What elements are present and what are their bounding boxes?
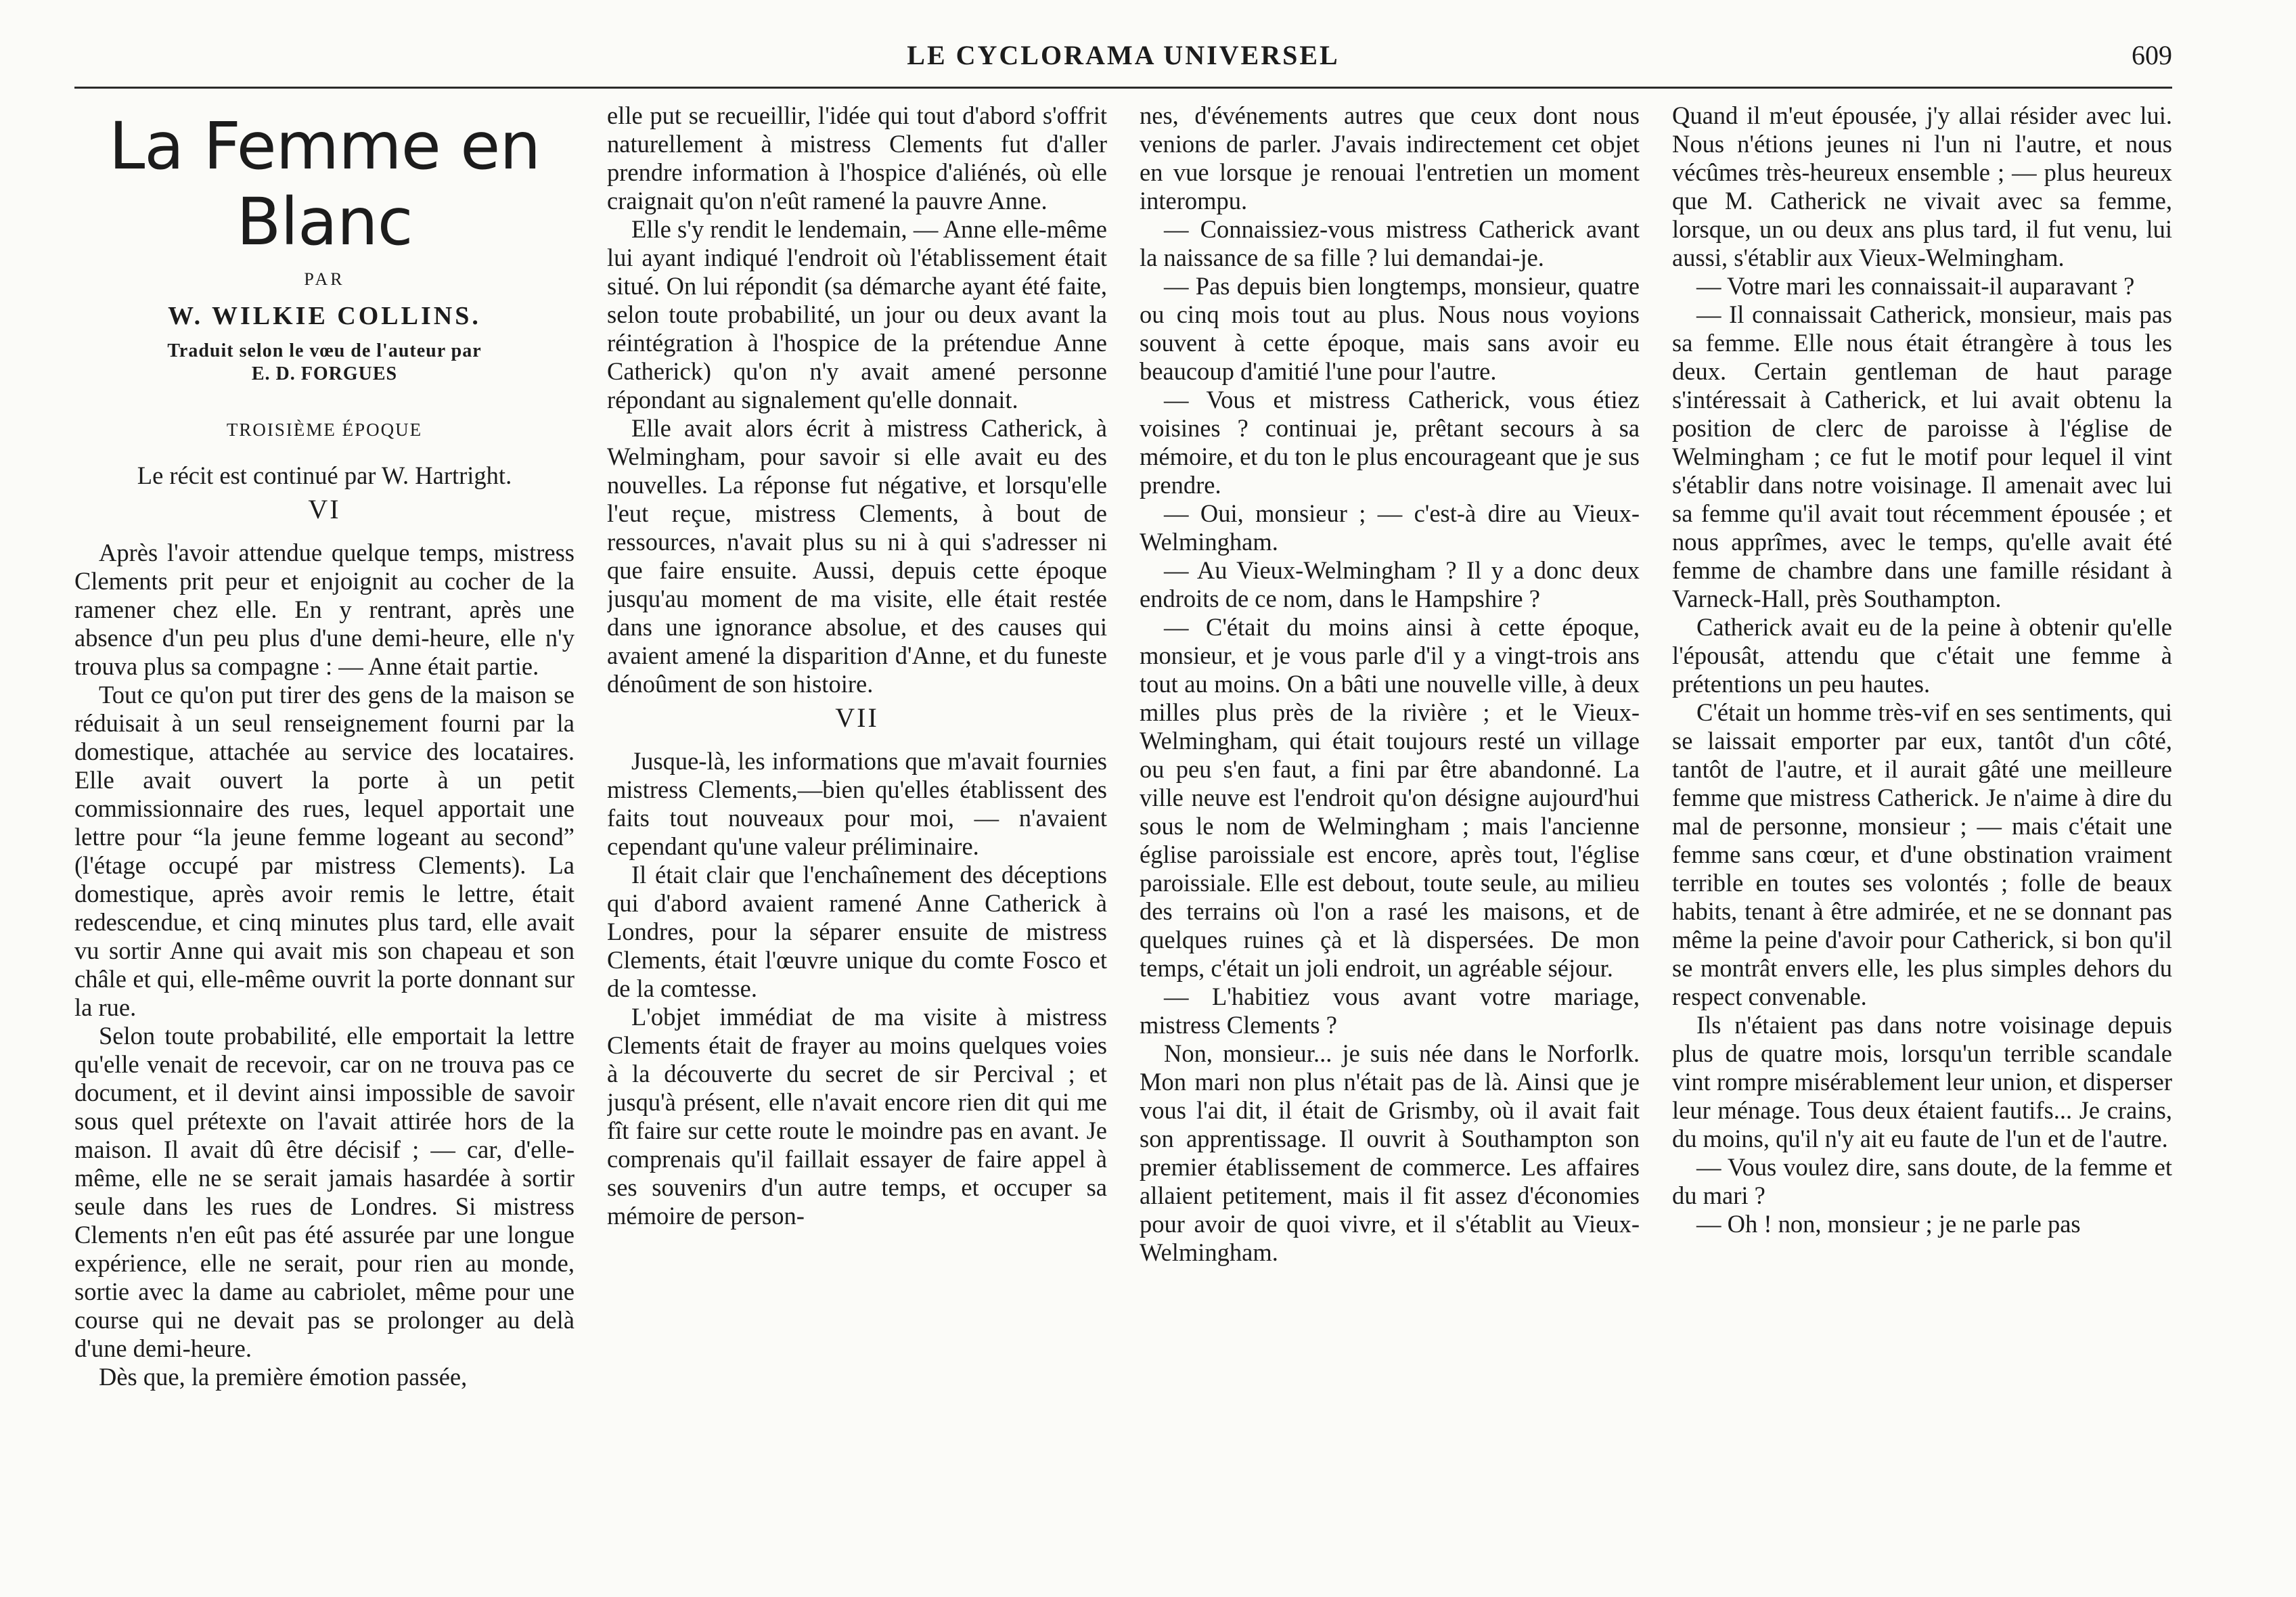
paragraph: L'objet immédiat de ma visite à mistress Clements était de frayer au moins quelques voies à la découverte du secret de sir Percival ; et jusqu'à présent, elle n'avait encore rien dit qui me fît faire sur cette route le moindre pas en avant. Je comprenais qu'il faillait essayer de faire appel à ses souvenirs d'un autre temps, et occuper sa mémoire de person-	[607, 1003, 1107, 1230]
byline-par: PAR	[304, 269, 345, 289]
chapter-heading-vii: VII	[835, 702, 879, 733]
paragraph: Jusque-là, les informations que m'avait fournies mistress Clements,—bien qu'elles établissent des faits tout nouveaux pour moi, — n'avaient cependant qu'une valeur préliminaire.	[607, 747, 1107, 860]
page-header	[74, 27, 2172, 81]
paragraph: — C'était du moins ainsi à cette époque, monsieur, et je vous parle d'il y a vingt-trois ans tout au moins. On a bâti une nouvelle ville, à deux milles plus près de la rivière ; et le Vieux-Welmingham, qui était toujours resté un village ou peu s'en faut, a fini par être abandonné. La ville neuve est l'endroit qu'on désigne aujourd'hui sous le nom de Welmingham ; mais l'ancienne église paroissiale est encore, après tout, l'église paroissiale. Elle est debout, toute seule, au milieu des terrains où l'on a rasé les maisons, et de quelques ruines çà et là dispersées. De mon temps, c'était un joli endroit, un agréable séjour.	[1140, 613, 1640, 982]
column-2	[607, 102, 1107, 1509]
story-title: La Femme en Blanc	[108, 108, 541, 260]
paragraph: C'était un homme très-vif en ses sentiments, qui se laissait emporter par eux, tantôt d'un côté, tantôt de l'autre, et il aurait gâté une meilleure femme que mistress Catherick. Je n'aime à dire du mal de personne, monsieur ; — mais c'était une femme sans cœur, et d'une obstination vraiment terrible en toutes ses volontés ; folle de beaux habits, tenant à être admirée, et ne se donnant pas même la peine d'avoir pour Catherick, si bon qu'il se montrât envers elle, les plus simples dehors du respect convenable.	[1672, 698, 2172, 1010]
translator-line-2: E. D. FORGUES	[251, 363, 398, 384]
paragraph: — Oui, monsieur ; — c'est-à dire au Vieux-Welmingham.	[1140, 499, 1640, 556]
running-title: LE CYCLORAMA UNIVERSEL	[907, 40, 1340, 70]
paragraph: Selon toute probabilité, elle emportait la lettre qu'elle venait de recevoir, car on ne trouva pas ce document, et il devint ainsi impossible de savoir sous quel prétexte on l'avait attirée hors de la maison. Il avait dû être décisif ; — car, d'elle-même, elle ne se serait jamais hasardée à sortir seule dans les rues de Londres. Si mistress Clements n'en eût pas été assurée par une longue expérience, elle ne serait, pour rien au monde, sortie avec la dame au cabriolet, même pour une course qui ne devait pas se prolonger au delà d'une demi-heure.	[74, 1022, 575, 1362]
paragraph: — Pas depuis bien longtemps, monsieur, quatre ou cinq mois tout au plus. Nous nous voyions souvent à cette époque, mais sans avoir eu beaucoup d'amitié l'une pour l'autre.	[1140, 272, 1640, 385]
paragraph: Tout ce qu'on put tirer des gens de la maison se réduisait à un seul renseignement fourni par la domestique, attachée au service des locataires. Elle avait ouvert la porte à un petit commissionnaire des rues, lequel apportait une lettre pour “la jeune femme logeant au second” (l'étage occupé par mistress Clements). La domestique, après avoir remis le lettre, était redescendue, et cinq minutes plus tard, elle avait vu sortir Anne qui avait mis son chapeau et son châle et qui, elle-même ouvrit la porte donnant sur la rue.	[74, 681, 575, 1021]
epoch-heading: TROISIÈME ÉPOQUE	[226, 420, 423, 440]
paragraph: Après l'avoir attendue quelque temps, mistress Clements prit peur et enjoignit au cocher de la ramener chez elle. En y rentrant, après une absence d'un peu plus d'une demi-heure, elle n'y trouva plus sa compagne : — Anne était partie.	[74, 539, 575, 680]
paragraph: — L'habitiez vous avant votre mariage, mistress Clements ?	[1140, 983, 1640, 1039]
column-4	[1672, 102, 2172, 1509]
intro-line: Le récit est continué par W. Hartright.	[137, 462, 512, 489]
paragraph: elle put se recueillir, l'idée qui tout d'abord s'offrit naturellement à mistress Clements fut d'aller prendre information à l'hospice d'aliénés, où elle craignait qu'on n'eût ramené la pauvre Anne.	[607, 102, 1107, 215]
paragraph: Ils n'étaient pas dans notre voisinage depuis plus de quatre mois, lorsqu'un terrible scandale vint rompre misérablement leur union, et disperser leur ménage. Tous deux étaient fautifs... Je crains, du moins, qu'il n'y ait eu faute de l'un et de l'autre.	[1672, 1011, 2172, 1152]
paragraph: Non, monsieur... je suis née dans le Norforlk. Mon mari non plus n'était pas de là. Ainsi que je vous l'ai dit, il était de Grismby, où il avait fait son apprentissage. Il ouvrit à Southampton son premier établissement de commerce. Les affaires allaient petitement, mais il fit assez d'économies pour avoir de quoi vivre, et il s'établit au Vieux-Welmingham.	[1140, 1039, 1640, 1266]
paragraph: Il était clair que l'enchaînement des déceptions qui d'abord avaient ramené Anne Catherick à Londres, pour la séparer ensuite de mistress Clements, était l'œuvre unique du comte Fosco et de la comtesse.	[607, 861, 1107, 1002]
paragraph: — Il connaissait Catherick, monsieur, mais pas sa femme. Elle nous était étrangère à tous les deux. Certain gentleman de haut parage s'intéressait à Catherick, et lui avait obtenu la position de clerc de paroisse à l'église de Welmingham ; ce fut le motif pour lequel il vint s'établir dans notre voisinage. Il amenait avec lui sa femme qu'il avait tout récemment épousée ; et nous apprîmes, avec le temps, qu'elle avait été femme de chambre dans une famille résidant à Varneck-Hall, près Southampton.	[1672, 300, 2172, 612]
author-name: W. WILKIE COLLINS.	[168, 302, 481, 330]
chapter-heading-vi: VI	[308, 494, 341, 524]
paragraph: — Au Vieux-Welmingham ? Il y a donc deux endroits de ce nom, dans le Hampshire ?	[1140, 556, 1640, 612]
page-number: 609	[2132, 40, 2172, 70]
paragraph: — Votre mari les connaissait-il auparavant ?	[1696, 272, 2135, 300]
paragraph: — Vous et mistress Catherick, vous étiez voisines ? continuai je, prêtant secours à sa mémoire, et du ton le plus encourageant que je sus prendre.	[1140, 386, 1640, 499]
paragraph: Elle avait alors écrit à mistress Catherick, à Welmingham, pour savoir si elle avait eu des nouvelles. La réponse fut négative, et lorsqu'elle l'eut reçue, mistress Clements, à bout de ressources, n'avait plus su ni à qui s'adresser ni que faire ensuite. Aussi, depuis cette époque jusqu'au moment de ma visite, elle était restée dans une ignorance absolue, et des causes qui avaient amené la disparition d'Anne, et du funeste dénoûment de son histoire.	[607, 414, 1107, 698]
paragraph: — Connaissiez-vous mistress Catherick avant la naissance de sa fille ? lui demandai-je.	[1140, 215, 1640, 271]
paragraph: Dès que, la première émotion passée,	[99, 1363, 468, 1391]
translator-line-1: Traduit selon le vœu de l'auteur par	[167, 340, 482, 361]
column-1	[74, 102, 575, 1509]
header-rule	[74, 87, 2172, 89]
paragraph: Elle s'y rendit le lendemain, — Anne elle-même lui ayant indiqué l'endroit où l'établissement était situé. On lui répondit (sa démarche ayant été faite, selon toute probabilité, un jour ou deux avant la réintégration à l'hospice de la prétendue Anne Catherick) qu'on n'y avait amené personne répondant au signalement qu'elle donnait.	[607, 215, 1107, 413]
text-columns	[74, 102, 2172, 1509]
paragraph: Quand il m'eut épousée, j'y allai résider avec lui. Nous n'étions jeunes ni l'un ni l'autre, et nous vécûmes très-heureux ensemble ; — plus heureux que M. Catherick ne vivait avec sa femme, lorsque, un ou deux ans plus tard, il fut venu, lui aussi, s'établir aux Vieux-Welmingham.	[1672, 102, 2172, 271]
paragraph: nes, d'événements autres que ceux dont nous venions de parler. J'avais indirectement cet objet en vue lorsque je renouai l'entretien un moment interompu.	[1140, 102, 1640, 215]
paragraph: — Oh ! non, monsieur ; je ne parle pas	[1696, 1210, 2081, 1238]
paragraph: — Vous voulez dire, sans doute, de la femme et du mari ?	[1672, 1153, 2172, 1209]
column-3	[1140, 102, 1640, 1509]
paragraph: Catherick avait eu de la peine à obtenir qu'elle l'épousât, attendu que c'était une femme à prétentions un peu hautes.	[1672, 613, 2172, 698]
